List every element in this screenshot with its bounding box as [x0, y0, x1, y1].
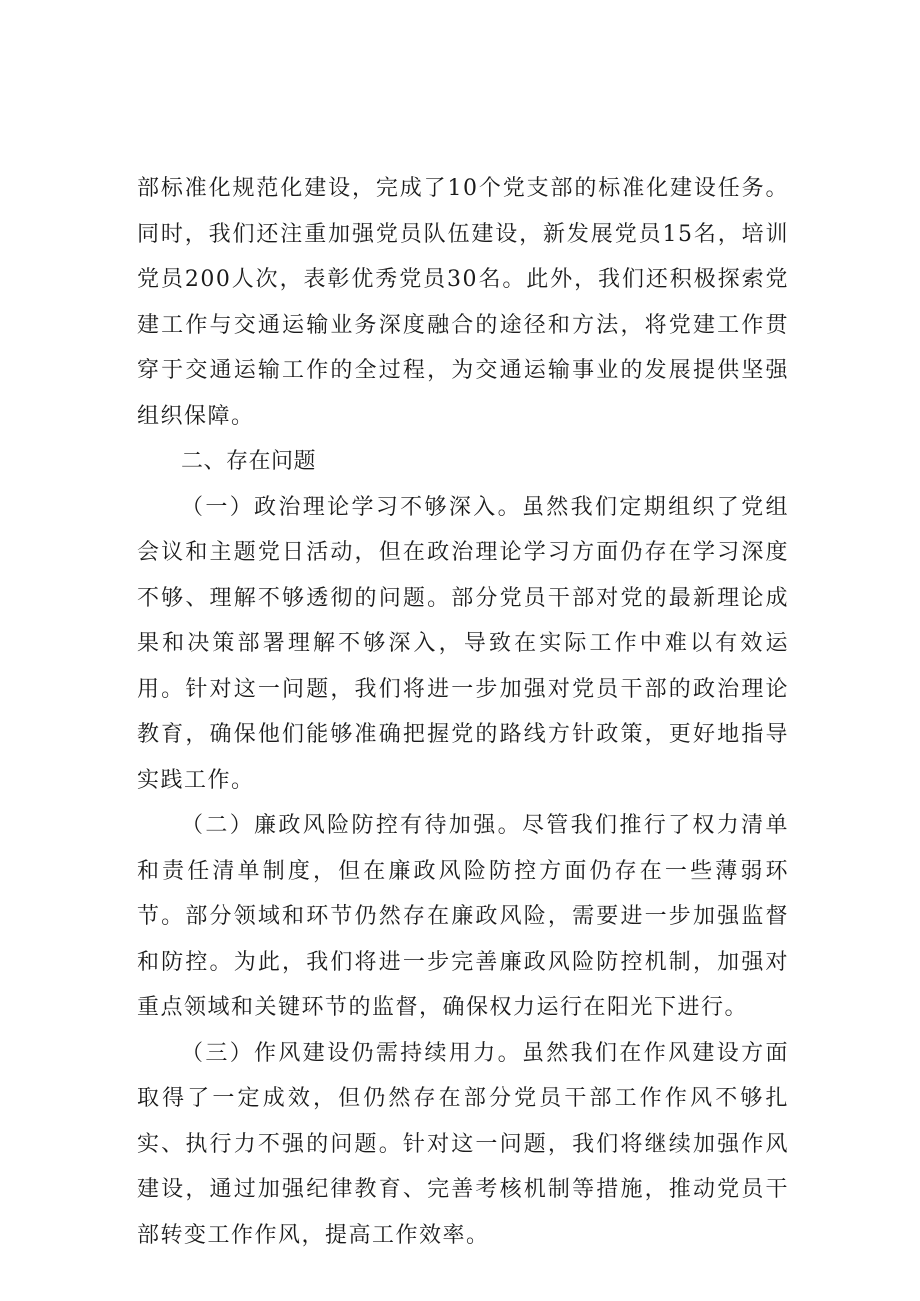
document-body: [137, 166, 789, 1258]
section-heading: 二、存在问题: [181, 449, 317, 474]
intro-paragraph: 部标准化规范化建设，完成了10个党支部的标准化建设任务。同时，我们还注重加强党员队伍建设，新发展党员15名，培训党员200人次，表彰优秀党员30名。此外，我们还积极探索党建工作与交通运输业务深度融合的途径和方法，将党建工作贯穿于交通运输工作的全过程，为交通运输事业的发展提供坚强组织保障。: [137, 176, 789, 429]
issue-paragraph-1: （一）政治理论学习不够深入。虽然我们定期组织了党组会议和主题党日活动，但在政治理论学习方面仍存在学习深度不够、理解不够透彻的问题。部分党员干部对党的最新理论成果和决策部署理解不够深入，导致在实际工作中难以有效运用。针对这一问题，我们将进一步加强对党员干部的政治理论教育，确保他们能够准确把握党的路线方针政策，更好地指导实践工作。: [137, 494, 789, 793]
issue-paragraph-2: （二）廉政风险防控有待加强。尽管我们推行了权力清单和责任清单制度，但在廉政风险防控方面仍存在一些薄弱环节。部分领域和环节仍然存在廉政风险，需要进一步加强监督和防控。为此，我们将进一步完善廉政风险防控机制，加强对重点领域和关键环节的监督，确保权力运行在阳光下进行。: [137, 813, 789, 1020]
issue-paragraph-3: （三）作风建设仍需持续用力。虽然我们在作风建设方面取得了一定成效，但仍然存在部分党员干部工作作风不够扎实、执行力不强的问题。针对这一问题，我们将继续加强作风建设，通过加强纪律教育、完善考核机制等措施，推动党员干部转变工作作风，提高工作效率。: [137, 1040, 789, 1248]
